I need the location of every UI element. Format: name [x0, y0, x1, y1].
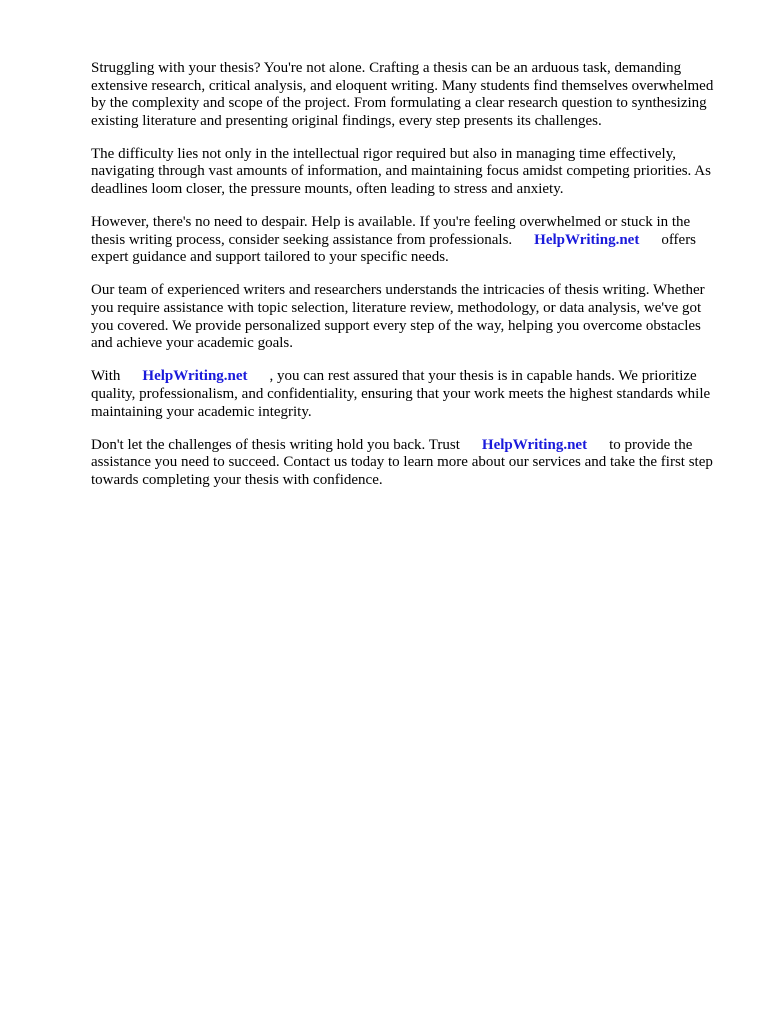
- paragraph-team-text: Our team of experienced writers and researchers understands the intricacies of thesis writing. Whether you require assistance with topic selection, literature review, methodology, or data analysis, we've got you covered. We provide personalized support every step of the way, helping you overcome obstacles and achieve your academic goals.: [91, 282, 705, 352]
- paragraph-intro-text: Struggling with your thesis? You're not alone. Crafting a thesis can be an arduous task, demanding extensive research, critical analysis, and eloquent writing. Many students find themselves overwhelmed by the complexity and scope of the project. From formulating a clear research question to synthesizing existing literature and presenting original findings, every step presents its challenges.: [91, 60, 714, 129]
- paragraph-assurance-text-after: , you can rest assured that your thesis is in capable hands. We prioritize quality, professionalism, and confidentiality, ensuring that your work meets the highest standards while maintaining your academic integrity.: [91, 368, 711, 420]
- paragraph-difficulty: [91, 146, 723, 199]
- paragraph-intro: [91, 60, 723, 130]
- paragraph-team: [91, 282, 723, 352]
- paragraph-call-to-action: [91, 437, 723, 490]
- document-body: [91, 60, 723, 505]
- paragraph-cta-text-after: to provide the assistance you need to succeed. Contact us today to learn more about our services and take the first step towards completing your thesis with confidence.: [91, 436, 713, 488]
- helpwriting-link-3[interactable]: HelpWriting.net: [481, 436, 588, 453]
- paragraph-help: [91, 214, 723, 267]
- helpwriting-link-1[interactable]: HelpWriting.net: [534, 231, 640, 248]
- helpwriting-link-2[interactable]: HelpWriting.net: [142, 368, 248, 385]
- paragraph-assurance-text-before: With: [91, 368, 121, 385]
- paragraph-help-text-after: offers expert guidance and support tailored to your specific needs.: [91, 231, 697, 266]
- paragraph-assurance: [91, 368, 723, 421]
- paragraph-help-text-before: However, there's no need to despair. Help is available. If you're feeling overwhelmed or stuck in the thesis writing process, consider seeking assistance from professionals.: [91, 214, 691, 248]
- paragraph-cta-text-before: Don't let the challenges of thesis writing hold you back. Trust: [91, 436, 460, 453]
- paragraph-difficulty-text: The difficulty lies not only in the intellectual rigor required but also in managing time effectively, navigating through vast amounts of information, and maintaining focus amidst competing priorities. As deadlines loom closer, the pressure mounts, often leading to stress and anxiety.: [91, 145, 711, 198]
